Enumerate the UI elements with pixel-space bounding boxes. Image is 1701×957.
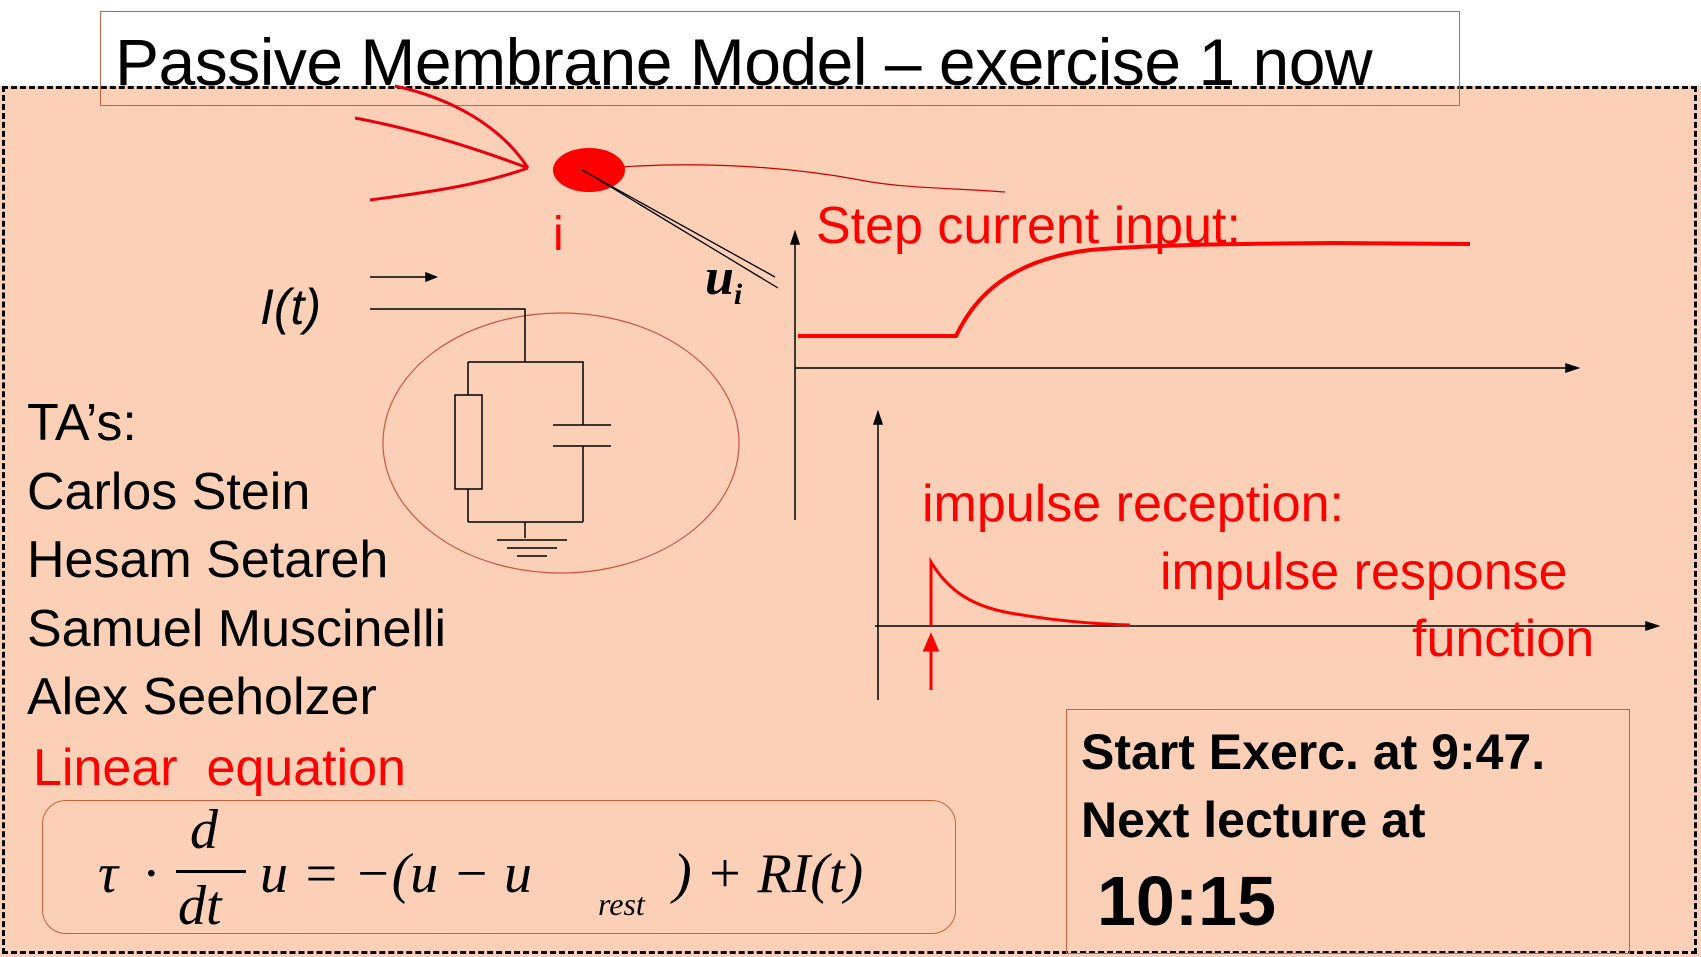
neuron-soma bbox=[553, 148, 625, 192]
ta-heading: TA’s: bbox=[27, 394, 137, 452]
equation-rhs-end: ) + RI(t) bbox=[673, 843, 864, 905]
step-graph-label: Step current input: bbox=[816, 197, 1241, 255]
rc-circuit bbox=[370, 309, 611, 556]
ta-name: Samuel Muscinelli bbox=[27, 600, 447, 658]
neuron-axon bbox=[585, 165, 1005, 192]
schedule-next-text: Next lecture at bbox=[1081, 792, 1426, 848]
impulse-arrow-icon bbox=[925, 636, 937, 690]
schedule-time: 10:15 bbox=[1097, 862, 1277, 940]
step-response-curve bbox=[798, 243, 1470, 336]
equation-d-numerator: d bbox=[190, 799, 218, 861]
neuron-dendrites bbox=[355, 86, 528, 200]
equation-label: Linear equation bbox=[33, 739, 406, 797]
impulse-graph-label: impulse reception: bbox=[922, 475, 1344, 533]
impulse-response-curve bbox=[931, 562, 1130, 626]
current-label: I(t) bbox=[260, 279, 322, 335]
resistor-icon bbox=[455, 395, 482, 489]
impulse-response-line2: function bbox=[1412, 610, 1595, 668]
ta-name: Carlos Stein bbox=[27, 463, 311, 521]
equation-tau: τ bbox=[98, 843, 119, 905]
circuit-highlight-ellipse bbox=[383, 313, 739, 573]
ground-icon bbox=[497, 540, 567, 556]
ta-name: Alex Seeholzer bbox=[27, 668, 377, 726]
ta-name: Hesam Setareh bbox=[27, 531, 389, 589]
voltage-subscript: i bbox=[733, 278, 743, 311]
equation-subscript: rest bbox=[598, 886, 645, 922]
schedule-start-text: Start Exerc. at 9:47. bbox=[1081, 724, 1546, 780]
current-arrow-icon bbox=[370, 273, 436, 281]
equation-d-denominator: dt bbox=[178, 875, 222, 937]
equation-rhs: u = −(u − u bbox=[260, 843, 533, 905]
voltage-label bbox=[705, 248, 742, 325]
voltage-symbol: u bbox=[705, 249, 734, 306]
electrode-icon bbox=[582, 170, 778, 288]
impulse-response-line1: impulse response bbox=[1160, 543, 1568, 601]
neuron-label: i bbox=[553, 208, 564, 261]
slide-title: Passive Membrane Model – exercise 1 now bbox=[115, 25, 1373, 99]
equation-fraction-bar bbox=[176, 870, 246, 873]
equation-dot: · bbox=[142, 843, 161, 905]
